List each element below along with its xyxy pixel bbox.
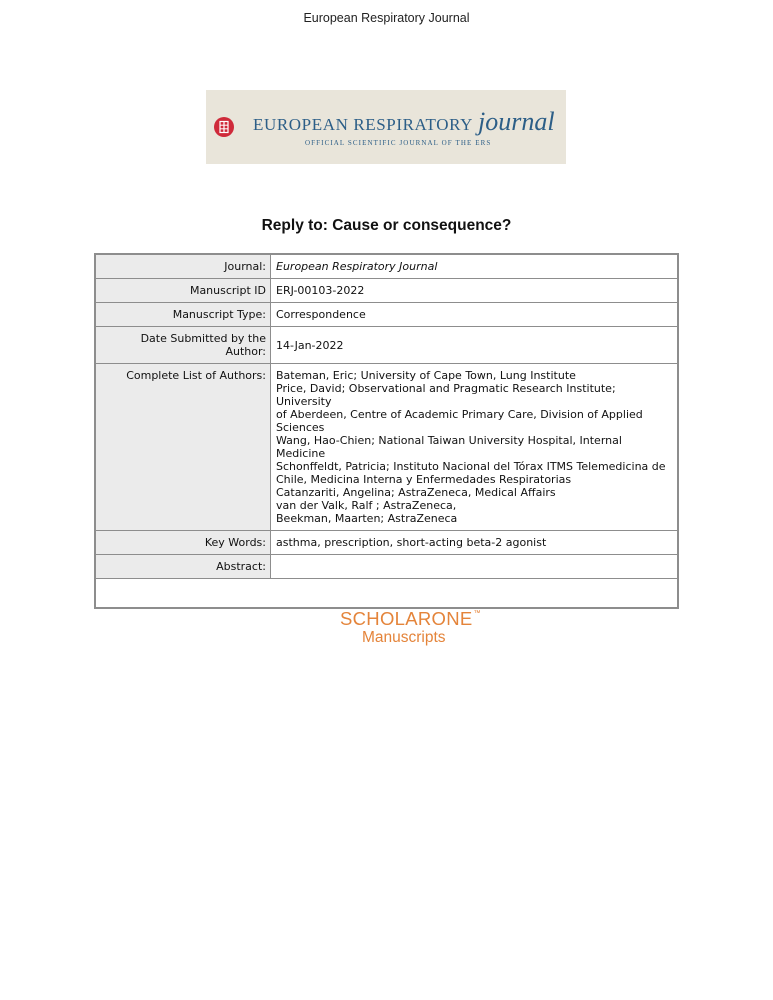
table-row-authors bbox=[95, 364, 678, 531]
document-title: Reply to: Cause or consequence? bbox=[261, 217, 512, 234]
author-line: Bateman, Eric; University of Cape Town, Lung Institute bbox=[276, 369, 576, 382]
banner-title-script: journal bbox=[477, 107, 555, 136]
journal-label: Journal: bbox=[95, 254, 271, 279]
table-row-journal bbox=[95, 254, 678, 279]
banner-title bbox=[253, 107, 555, 137]
running-header: European Respiratory Journal bbox=[303, 11, 470, 25]
date-submitted-label-line1: Date Submitted by the bbox=[140, 332, 266, 345]
author-line: Chile, Medicina Interna y Enfermedades Respiratorias bbox=[276, 473, 572, 486]
table-row-manuscript-type bbox=[95, 303, 678, 327]
abstract-body bbox=[95, 579, 678, 609]
table-row-abstract-body bbox=[95, 579, 678, 609]
scholarone-wordmark bbox=[340, 608, 473, 629]
table-row-key-words bbox=[95, 531, 678, 555]
author-line: Catanzariti, Angelina; AstraZeneca, Medical Affairs bbox=[276, 486, 556, 499]
journal-banner bbox=[206, 90, 566, 164]
scholarone-trademark: ™ bbox=[473, 610, 481, 617]
authors-label: Complete List of Authors: bbox=[95, 364, 271, 531]
date-submitted-label bbox=[95, 327, 271, 364]
manuscript-type-label: Manuscript Type: bbox=[95, 303, 271, 327]
author-line: Beekman, Maarten; AstraZeneca bbox=[276, 512, 458, 525]
journal-value: European Respiratory Journal bbox=[271, 254, 679, 279]
scholarone-one: ONE bbox=[431, 608, 473, 629]
table-row-abstract bbox=[95, 555, 678, 579]
abstract-value bbox=[271, 555, 679, 579]
author-line: Price, David; Observational and Pragmatic Research Institute; University bbox=[276, 382, 616, 408]
key-words-value: asthma, prescription, short-acting beta-2 agonist bbox=[271, 531, 679, 555]
abstract-label: Abstract: bbox=[95, 555, 271, 579]
table-row-manuscript-id bbox=[95, 279, 678, 303]
banner-title-caps: EUROPEAN RESPIRATORY bbox=[253, 115, 473, 134]
date-submitted-value: 14-Jan-2022 bbox=[271, 327, 679, 364]
author-line: Wang, Hao-Chien; National Taiwan University Hospital, Internal Medicine bbox=[276, 434, 622, 460]
manuscript-id-value: ERJ-00103-2022 bbox=[271, 279, 679, 303]
scholarone-scholar: SCHOLAR bbox=[340, 608, 432, 629]
key-words-label: Key Words: bbox=[95, 531, 271, 555]
author-line: of Aberdeen, Centre of Academic Primary Care, Division of Applied bbox=[276, 408, 643, 421]
manuscript-metadata-table bbox=[94, 253, 679, 609]
manuscript-type-value: Correspondence bbox=[271, 303, 679, 327]
scholarone-manuscripts: Manuscripts bbox=[362, 629, 446, 646]
author-line: van der Valk, Ralf ; AstraZeneca, bbox=[276, 499, 457, 512]
table-row-date-submitted bbox=[95, 327, 678, 364]
manuscript-id-label: Manuscript ID bbox=[95, 279, 271, 303]
author-line: Schonffeldt, Patricia; Instituto Nacional del Tórax ITMS Telemedicina de bbox=[276, 460, 666, 473]
banner-subtitle: OFFICIAL SCIENTIFIC JOURNAL OF THE ERS bbox=[305, 139, 492, 147]
scholarone-logo bbox=[340, 608, 481, 646]
author-line: Sciences bbox=[276, 421, 325, 434]
authors-value bbox=[271, 364, 679, 531]
ers-logo-icon bbox=[214, 117, 234, 137]
date-submitted-label-line2: Author: bbox=[225, 345, 266, 358]
